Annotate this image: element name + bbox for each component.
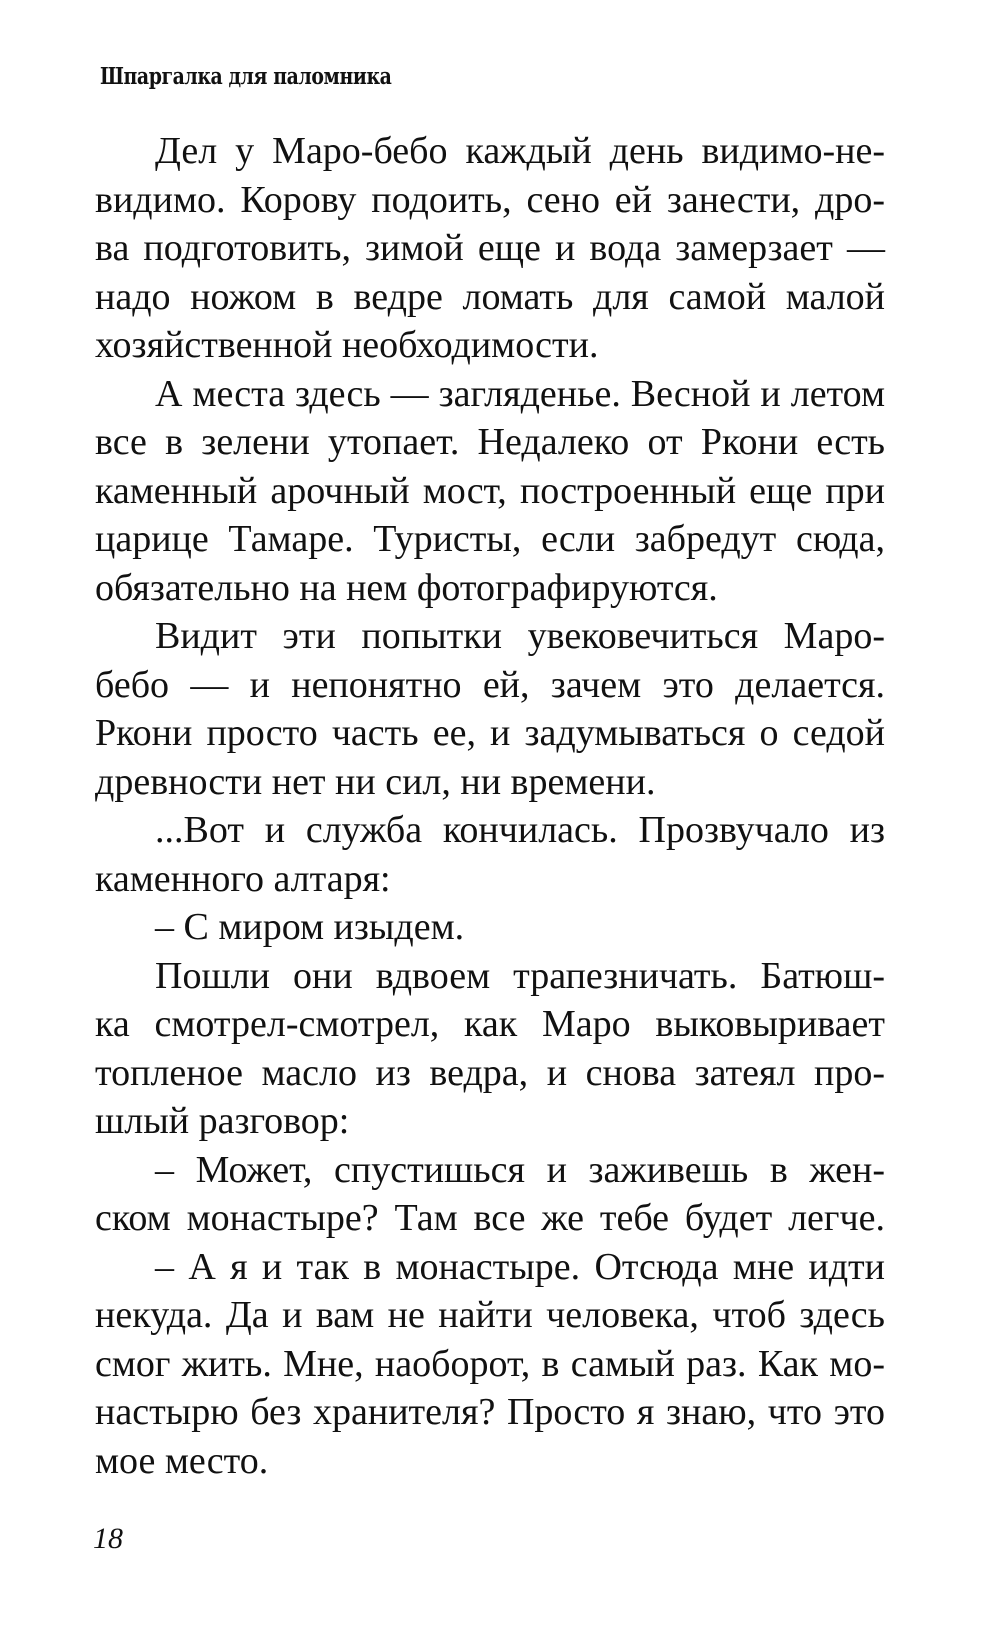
text-line: ка смотрел-смотрел, как Маро выковыривает [95, 1003, 885, 1045]
text-line: ва подготовить, зимой еще и вода замерзает — [95, 227, 885, 269]
paragraph [95, 1243, 885, 1486]
text-line: видимо. Корову подоить, сено ей занести, дро- [95, 178, 885, 221]
paragraph [95, 612, 885, 806]
text-line: Пошли они вдвоем трапезничать. Батюш- [155, 954, 885, 997]
text-line: – Может, спустишься и заживешь в жен- [155, 1148, 885, 1191]
text-line: хозяйственной необходимости. [95, 324, 599, 366]
text-line: шлый разговор: [95, 1100, 350, 1142]
text-line: А места здесь — загляденье. Весной и летом [155, 372, 885, 415]
paragraph [95, 952, 885, 1146]
paragraph [95, 903, 885, 952]
text-line: смог жить. Мне, наоборот, в самый раз. Как мо- [95, 1342, 885, 1385]
text-line: Ркони просто часть ее, и задумываться о седой [95, 712, 885, 754]
body-text [95, 127, 885, 1485]
text-line: некуда. Да и вам не найти человека, чтоб здесь [95, 1294, 885, 1336]
paragraph [95, 806, 885, 903]
text-line: ...Вот и служба кончилась. Прозвучало из [155, 809, 885, 851]
text-line: топленое масло из ведра, и снова затеял про- [95, 1051, 885, 1094]
paragraph [95, 370, 885, 613]
text-line: ском монастыре? Там все же тебе будет легче. [95, 1197, 885, 1239]
text-line: Дел у Маро-бебо каждый день видимо-не- [155, 130, 885, 172]
text-line: обязательно на нем фотографируются. [95, 566, 718, 609]
text-line: Видит эти попытки увековечиться Маро- [155, 615, 885, 657]
text-line: каменный арочный мост, построенный еще при [95, 469, 885, 512]
paragraph [95, 1146, 885, 1243]
text-line: – А я и так в монастыре. Отсюда мне идти [155, 1245, 885, 1288]
text-line: мое место. [95, 1439, 269, 1482]
text-line: каменного алтаря: [95, 857, 391, 900]
running-head-title: Шпаргалка для паломника [100, 63, 392, 90]
text-line: древности нет ни сил, ни времени. [95, 760, 656, 803]
text-line: – С миром изыдем. [155, 906, 465, 948]
page-number: 18 [93, 1522, 123, 1555]
text-line: надо ножом в ведре ломать для самой малой [95, 275, 885, 318]
text-line: царице Тамаре. Туристы, если забредут сюда, [95, 518, 885, 560]
text-line: все в зелени утопает. Недалеко от Ркони есть [95, 421, 885, 463]
paragraph [95, 127, 885, 370]
text-line: настырю без хранителя? Просто я знаю, что это [95, 1391, 885, 1433]
text-line: бебо — и непонятно ей, зачем это делается. [95, 663, 885, 706]
